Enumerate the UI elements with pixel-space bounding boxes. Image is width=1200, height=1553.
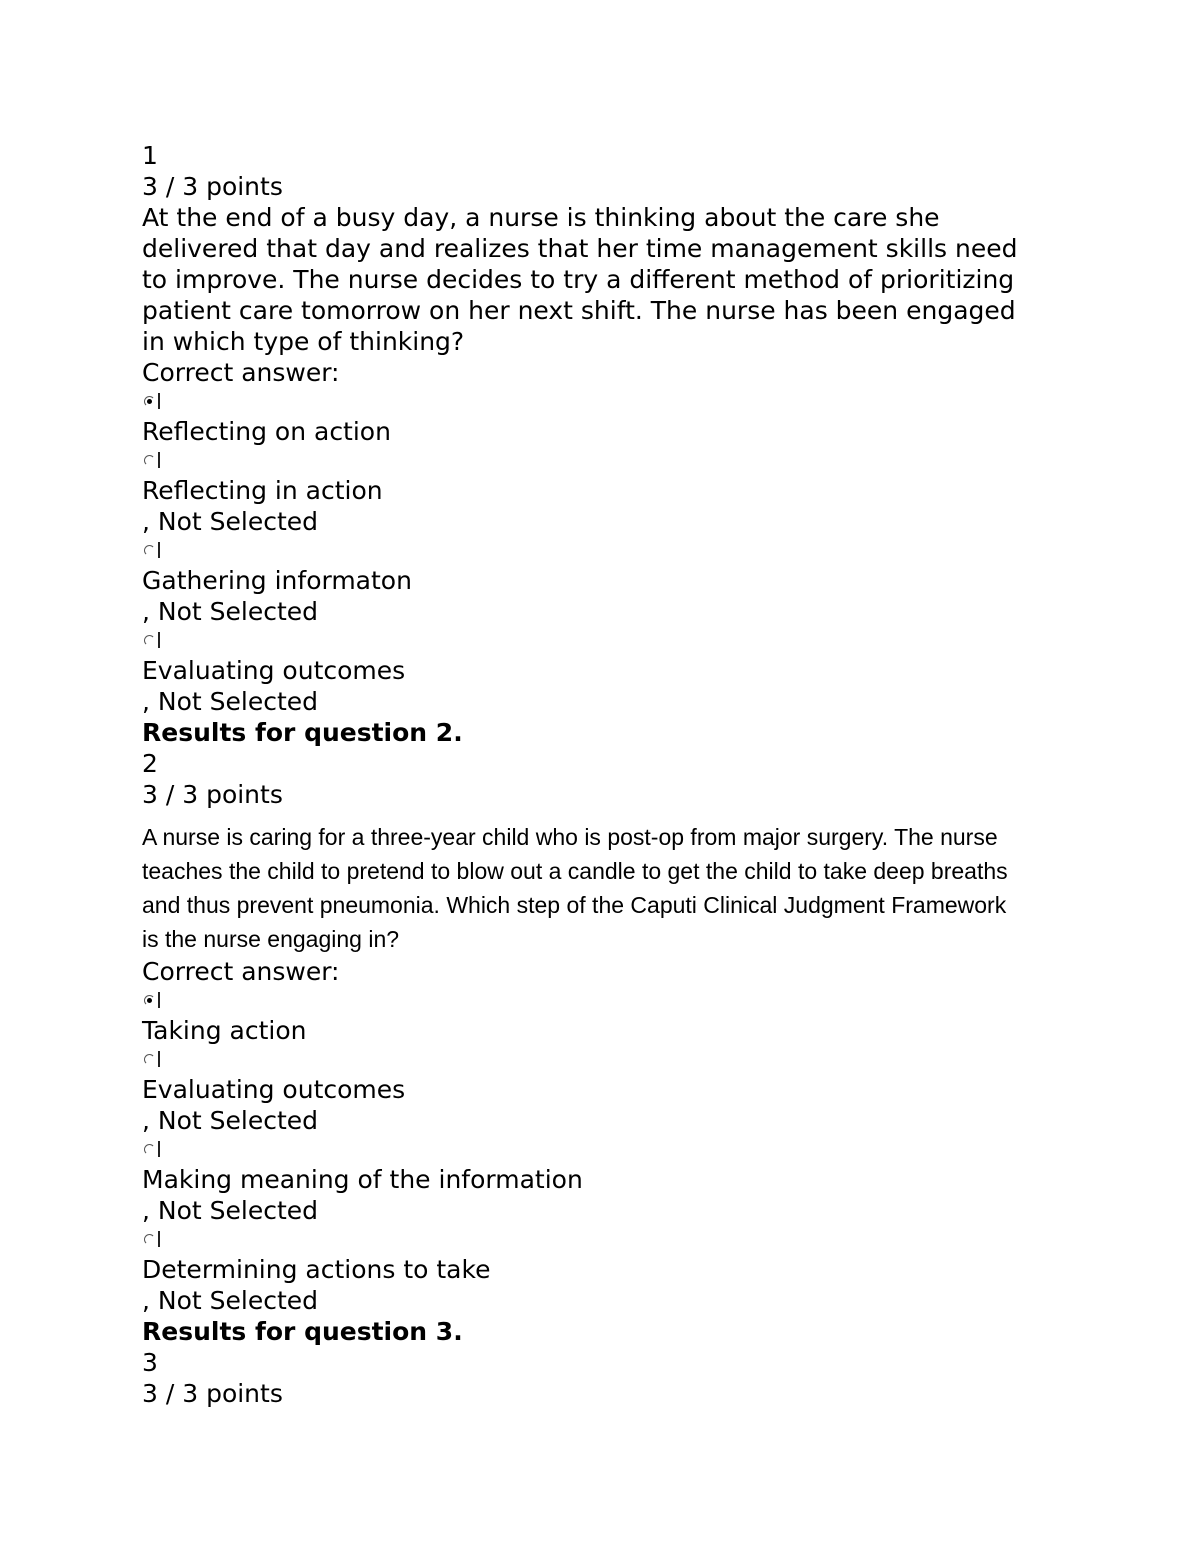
answer-option-status: , Not Selected (142, 597, 319, 626)
question-text: At the end of a busy day, a nurse is thinking about the care she delivered that day and realizes that her time management skills need to improve. The nurse decides to try a different method of prioritizing patient care tomorrow on her next shift. The nurse has been engaged in which type of thinking? (142, 203, 1018, 356)
radio-unchecked-icon (144, 1054, 155, 1065)
answer-option-label: Evaluating outcomes (142, 1075, 406, 1104)
results-heading: Results for question 3. (142, 1317, 463, 1346)
question-points: 3 / 3 points (142, 1379, 283, 1408)
radio-unchecked-icon (144, 455, 155, 466)
radio-unchecked-icon (144, 1144, 155, 1155)
answer-option-label: Making meaning of the information (142, 1165, 583, 1194)
answer-radio (142, 627, 1042, 655)
correct-answer-label: Correct answer: (142, 358, 340, 387)
answer-option-label: Taking action (142, 1016, 307, 1045)
radio-checked-icon (144, 995, 155, 1006)
question-number: 2 (142, 749, 158, 778)
answer-radio (142, 537, 1042, 565)
answer-option-status: , Not Selected (142, 1286, 319, 1315)
answer-radio (142, 987, 1042, 1015)
answer-option-status: , Not Selected (142, 1196, 319, 1225)
radio-unchecked-icon (144, 635, 155, 646)
radio-unchecked-icon (144, 1234, 155, 1245)
answer-option-label: Determining actions to take (142, 1255, 491, 1284)
answer-option-label: Gathering informaton (142, 566, 412, 595)
answer-radio (142, 447, 1042, 475)
answer-radio (142, 1136, 1042, 1164)
document-page (142, 140, 1042, 1409)
answer-option-status: , Not Selected (142, 1106, 319, 1135)
answer-option-label: Reflecting on action (142, 417, 391, 446)
answer-option-label: Reflecting in action (142, 476, 383, 505)
results-heading: Results for question 2. (142, 718, 463, 747)
answer-radio (142, 388, 1042, 416)
answer-option-label: Evaluating outcomes (142, 656, 406, 685)
question-number: 1 (142, 141, 158, 170)
answer-option-status: , Not Selected (142, 507, 319, 536)
question-number: 3 (142, 1348, 158, 1377)
answer-option-status: , Not Selected (142, 687, 319, 716)
question-text: A nurse is caring for a three-year child who is post-op from major surgery. The nurse teaches the child to pretend to blow out a candle to get the child to take deep breaths and thus prevent pneumonia. Which step of the Caputi Clinical Judgment Framework is the nurse engaging in? (142, 824, 1008, 952)
radio-checked-icon (144, 396, 155, 407)
question-points: 3 / 3 points (142, 780, 283, 809)
correct-answer-label: Correct answer: (142, 957, 340, 986)
question-points: 3 / 3 points (142, 172, 283, 201)
answer-radio (142, 1226, 1042, 1254)
radio-unchecked-icon (144, 545, 155, 556)
answer-radio (142, 1046, 1042, 1074)
